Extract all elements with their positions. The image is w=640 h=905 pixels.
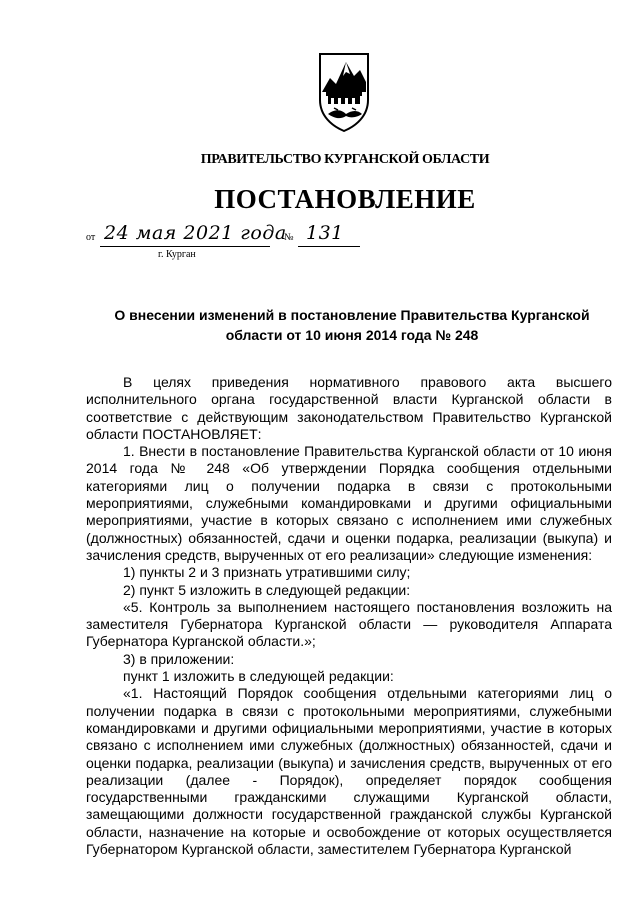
paragraph: «5. Контроль за выполнением настоящего постановления возложить на заместителя Губернатора Курганской области — руководителя Аппарата Губернатора Курганской области.»;	[86, 598, 612, 650]
number-label: №	[284, 232, 294, 243]
date-number-line	[86, 222, 366, 264]
document-body	[86, 374, 612, 858]
paragraph: 3) в приложении:	[123, 650, 235, 667]
paragraph: 1. Внести в постановление Правительства Курганской области от 10 июня 2014 года № 248 «Об утверждении Порядка сообщения отдельными категориями лиц о получении подарка в связи с протокольными мероприятиями, служебными командировками и другими официальными мероприятиями, участие в которых связано с исполнением ими служебных (должностных) обязанностей, сдачи и оценки подарка, реализации (выкупа) и зачисления средств, вырученных от его реализации» следующие изменения:	[86, 443, 612, 563]
coat-of-arms-icon	[316, 52, 372, 132]
document-type-title: ПОСТАНОВЛЕНИЕ	[214, 184, 476, 214]
date-underline	[100, 246, 270, 247]
paragraph: 1) пункты 2 и 3 признать утратившими силу;	[123, 564, 411, 581]
city-label: г. Курган	[158, 249, 196, 260]
government-title: ПРАВИТЕЛЬСТВО КУРГАНСКОЙ ОБЛАСТИ	[200, 152, 490, 167]
paragraph: «1. Настоящий Порядок сообщения отдельными категориями лиц о получении подарка в связи с протокольными мероприятиями, служебными командировками и другими официальными мероприятиями, участие в которых связано с исполнением ими служебных (должностных) обязанностей, сдачи и оценки подарка, реализации (выкупа) и зачисления средств, вырученных от его реализации (далее - Порядок), определяет порядок сообщения государственными гражданскими служащими Курганской области, замещающими должности государственной гражданской службы Курганской области, назначение на которые и освобождение от которых осуществляется Губернатором Курганской области, заместителем Губернатора Курганской	[86, 685, 612, 858]
paragraph: 2) пункт 5 изложить в следующей редакции:	[123, 581, 411, 598]
document-subject: О внесении изменений в постановление Правительства Курганской области от 10 июня 2014 года № 248	[114, 307, 590, 343]
paragraph: пункт 1 изложить в следующей редакции:	[123, 668, 394, 685]
number-underline	[298, 246, 360, 247]
date-handwritten: 24 мая 2021 года	[104, 222, 287, 244]
paragraph: В целях приведения нормативного правового акта высшего исполнительного органа государственной власти Курганской области в соответствие с действующим законодательством Правительство Курганской области ПОСТАНОВЛЯЕТ:	[86, 374, 612, 442]
date-from-label: от	[86, 232, 96, 243]
number-handwritten: 131	[306, 222, 344, 244]
